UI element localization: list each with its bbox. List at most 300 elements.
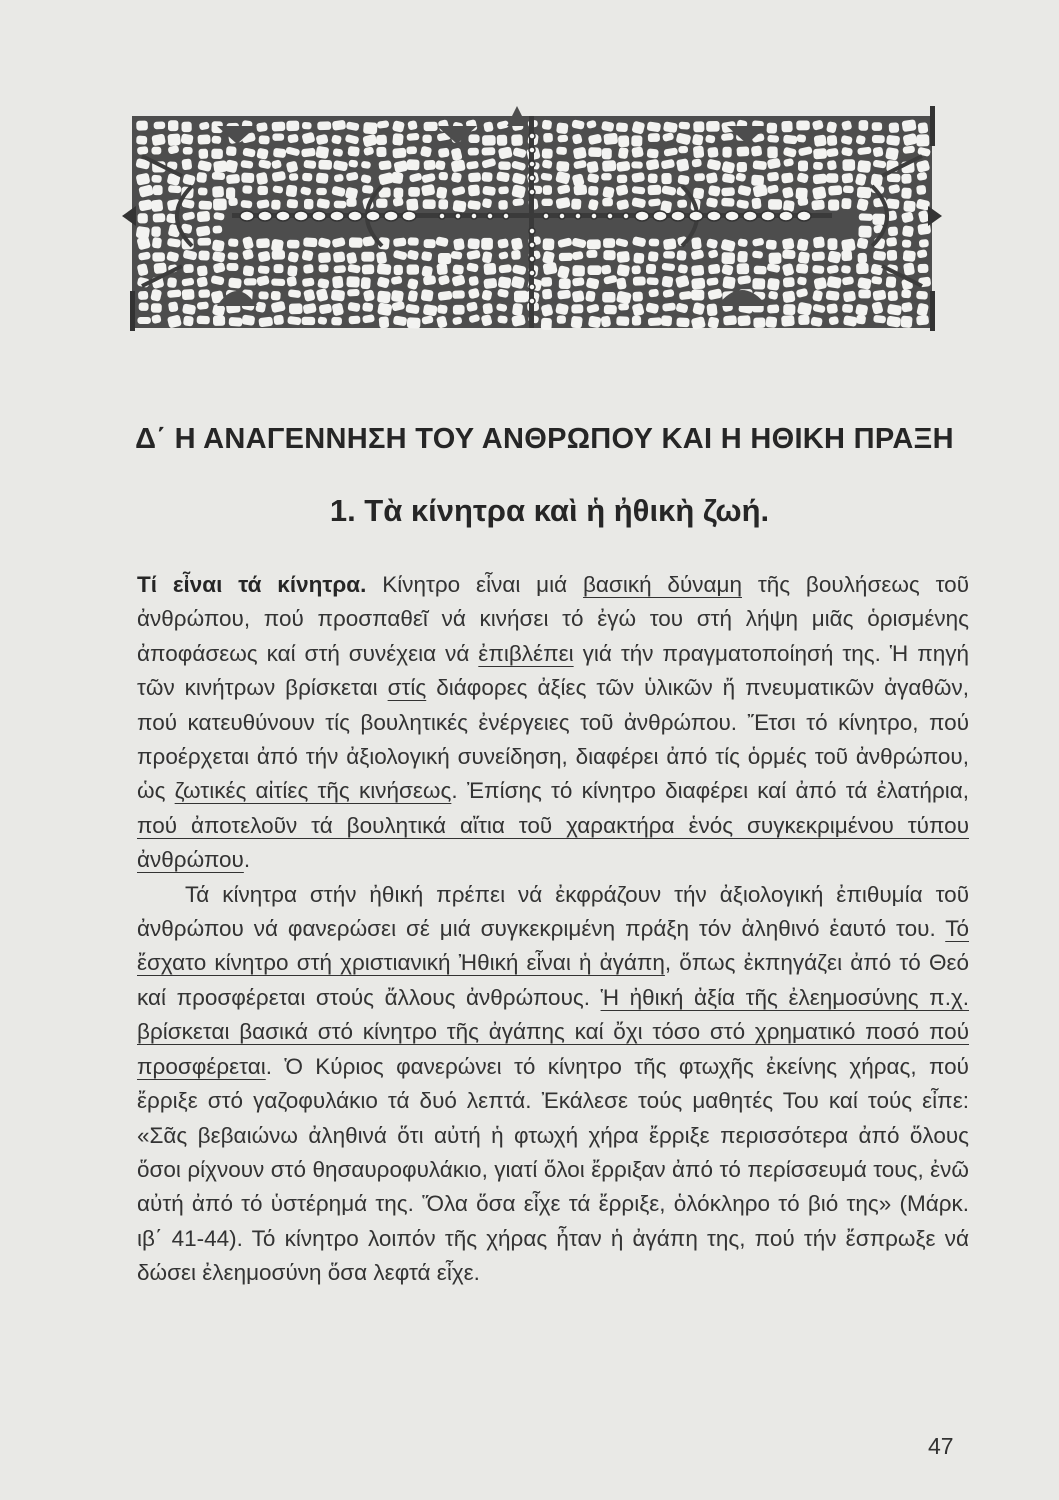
text-run: . Ὁ Κύριος φανερώνει τό κίνητρο τῆς φτωχῆς ἐκείνης χήρας, πού ἔρριξε στό γαζοφυλάκιο τά δυό λεπτά. Ἐκάλεσε τούς μαθητές Του καί τούς εἶπε: «Σᾶς βεβαιώνω ἀληθινά ὅτι αὐτή ἡ φτωχή χήρα ἔρριξε περισσότερα ἀπό ὅλους ὅσοι ρίχνουν στό θησαυροφυλάκιο, γιατί ὅλοι ἔρριξαν ἀπό τό περίσσευμά τους, ἐνῶ αὐτή ἀπό τό ὑστέρημά της. Ὅλα ὅσα εἶχε τά ἔρριξε, ὁλόκληρο τό βιό της» (Μάρκ. ιβ΄ 41-44). Τό κίνητρο λοιπόν τῆς χήρας ἦταν ἡ ἀγάπη της, πού τήν ἔσπρωξε νά δώσει ἐλεημοσύνη ὅσα λεφτά εἶχε.	[137, 1053, 969, 1286]
mosaic-tile	[151, 226, 161, 237]
ornament-bead	[240, 211, 254, 221]
mosaic-tile	[226, 146, 237, 156]
mosaic-tile	[198, 250, 209, 260]
mosaic-tile	[737, 315, 750, 326]
mosaic-tile	[542, 199, 553, 206]
mosaic-tile	[482, 303, 493, 315]
mosaic-tile	[257, 186, 268, 195]
ornament-bead	[529, 270, 535, 276]
mosaic-tile	[407, 317, 421, 328]
mosaic-tile	[332, 276, 344, 289]
mosaic-tile	[618, 303, 629, 311]
mosaic-tile	[616, 316, 629, 326]
mosaic-tile	[272, 121, 286, 131]
mosaic-tile	[842, 304, 853, 313]
mosaic-tile	[198, 187, 208, 195]
paragraph-1	[137, 568, 969, 878]
mosaic-tile	[661, 173, 672, 184]
mosaic-tile	[511, 250, 521, 260]
mosaic-tile	[919, 239, 929, 248]
mosaic-tile	[181, 158, 192, 170]
mosaic-tile	[813, 148, 827, 159]
mosaic-tile	[572, 290, 585, 303]
mosaic-tile	[542, 120, 553, 131]
mosaic-tile	[722, 147, 731, 158]
ornament-bead	[439, 213, 445, 219]
ornament-bead	[529, 147, 535, 153]
mosaic-tile	[272, 250, 286, 260]
mosaic-tile	[813, 162, 823, 171]
mosaic-tile	[767, 146, 778, 158]
mosaic-tile	[347, 146, 359, 157]
mosaic-tile	[151, 175, 162, 183]
mosaic-tile	[870, 173, 883, 186]
mosaic-tile	[783, 277, 795, 288]
mosaic-tile	[183, 147, 193, 155]
mosaic-tile	[259, 135, 270, 144]
mosaic-tile	[723, 315, 737, 326]
mosaic-tile	[543, 133, 553, 143]
mosaic-tile	[377, 302, 392, 316]
ornament-bead	[779, 211, 793, 221]
mosaic-tile	[781, 172, 794, 183]
mosaic-tile	[676, 158, 690, 172]
mosaic-tile	[706, 121, 720, 132]
mosaic-tile	[392, 133, 404, 146]
mosaic-tile	[604, 305, 617, 315]
mosaic-tile	[151, 199, 164, 212]
ornament-bead	[529, 298, 535, 304]
mosaic-tile	[767, 304, 779, 313]
mosaic-tile	[843, 185, 854, 193]
ornament-bead	[471, 213, 477, 219]
mosaic-tile	[212, 239, 225, 252]
mosaic-tile	[841, 173, 853, 184]
mosaic-tile	[557, 290, 571, 300]
mosaic-tile	[814, 134, 827, 146]
mosaic-tile	[571, 198, 581, 209]
mosaic-tile	[766, 239, 777, 249]
mosaic-tile	[693, 121, 704, 132]
mosaic-tile	[573, 184, 587, 195]
mosaic-tile	[676, 250, 686, 261]
mosaic-tile	[289, 303, 303, 314]
ornament-bead	[384, 211, 398, 221]
mosaic-tile	[767, 172, 779, 182]
mosaic-tile	[901, 119, 916, 132]
mosaic-tile	[348, 316, 360, 325]
mosaic-tile	[408, 187, 420, 197]
mosaic-tile	[570, 316, 582, 329]
mosaic-tile	[663, 251, 675, 259]
mosaic-tile	[902, 225, 914, 237]
mosaic-tile	[346, 198, 356, 207]
mosaic-tile	[287, 240, 300, 249]
ornament-bead	[487, 213, 493, 219]
text-run: Κίνητρο εἶναι μιά	[366, 572, 583, 597]
mosaic-tile	[587, 265, 601, 275]
mosaic-tile	[588, 147, 602, 157]
mosaic-tile	[663, 238, 677, 250]
mosaic-tile	[376, 135, 387, 146]
mosaic-tile	[769, 252, 782, 264]
mosaic-tile	[828, 199, 839, 210]
mosaic-tile	[556, 147, 567, 156]
mosaic-tile	[212, 225, 222, 233]
mosaic-tile	[301, 148, 316, 158]
mosaic-tile	[226, 187, 235, 199]
mosaic-tile	[332, 120, 346, 131]
ornament-bead	[689, 211, 703, 221]
mosaic-tile	[859, 213, 873, 221]
mosaic-tile	[421, 289, 434, 302]
mosaic-tile	[483, 263, 496, 275]
mosaic-tile	[813, 173, 828, 184]
ornament-bead	[402, 211, 416, 221]
ornament-bead	[258, 211, 272, 221]
ornament-bead	[543, 213, 549, 219]
mosaic-tile	[662, 302, 676, 311]
mosaic-tile	[497, 315, 508, 324]
mosaic-tile	[361, 277, 371, 289]
mosaic-tile	[842, 159, 855, 171]
mosaic-tile	[498, 186, 509, 194]
mosaic-tile	[737, 162, 747, 172]
mosaic-tile	[858, 253, 868, 264]
mosaic-tile	[586, 161, 599, 174]
mosaic-tile	[393, 188, 403, 199]
mosaic-tile	[391, 290, 404, 303]
ornament-bead	[797, 211, 811, 221]
mosaic-tile	[468, 184, 480, 196]
ornament-bead	[529, 228, 535, 234]
mosaic-tile	[363, 122, 378, 135]
mosaic-tile	[841, 250, 852, 262]
mosaic-tile	[737, 251, 748, 263]
mosaic-tile	[154, 121, 166, 129]
underlined-text: Τό ἔσχατο κίνητρο στή χριστιανική Ἠθική εἶναι ἡ ἀγάπη	[137, 916, 969, 976]
ornament-bead	[529, 242, 535, 248]
mosaic-tile	[767, 278, 780, 291]
mosaic-tile	[857, 187, 872, 199]
mosaic-tile	[244, 278, 257, 285]
text-run: Τά κίνητρα στήν ἠθική πρέπει νά ἐκφράζουν τήν ἀξιολογική ἐπιθυμία τοῦ ἀνθρώπου νά φανερώσει σέ μιά συγκεκριμένη πράξη τόν ἀληθινό ἑαυτό του.	[137, 881, 969, 942]
mosaic-tile	[753, 317, 765, 328]
mosaic-tile	[361, 252, 374, 262]
mosaic-tile	[376, 199, 387, 208]
mosaic-tile	[303, 237, 317, 247]
mosaic-tile	[271, 291, 281, 301]
mosaic-tile	[707, 147, 718, 158]
underlined-text: ζωτικές αἰτίες τῆς κινήσεως	[174, 778, 452, 804]
mosaic-tile	[918, 122, 929, 134]
mosaic-tile	[197, 211, 211, 222]
mosaic-tile	[812, 251, 825, 261]
mosaic-tile	[213, 315, 225, 326]
section-title: 1. Τὰ κίνητρα καὶ ἡ ἠθικὴ ζωή.	[329, 493, 770, 528]
mosaic-tile	[885, 147, 899, 161]
mosaic-tile	[138, 291, 149, 300]
mosaic-tile	[857, 160, 871, 173]
mosaic-tile	[272, 133, 284, 140]
ornament-bead	[503, 213, 509, 219]
mosaic-tile	[318, 160, 332, 170]
mosaic-tile	[765, 316, 777, 328]
ornament-bead	[559, 213, 565, 219]
mosaic-tile	[213, 198, 227, 210]
mosaic-tile	[886, 276, 897, 288]
mosaic-tile	[559, 253, 573, 262]
mosaic-tile	[151, 303, 162, 313]
ornament-bead	[635, 211, 649, 221]
mosaic-tile	[633, 276, 646, 285]
mosaic-tile	[346, 276, 360, 288]
mosaic-tile	[197, 238, 211, 246]
mosaic-tile	[167, 289, 182, 298]
ornament-bead	[529, 175, 535, 181]
mosaic-tile	[754, 266, 767, 275]
mosaic-tile	[362, 264, 375, 274]
mosaic-tile	[721, 198, 734, 207]
mosaic-tile	[782, 238, 795, 251]
mosaic-tile	[603, 238, 615, 248]
mosaic-tile	[557, 135, 568, 143]
mosaic-tile	[167, 277, 177, 288]
mosaic-tile	[631, 135, 642, 146]
mosaic-tile	[318, 252, 331, 263]
page-number: 47	[928, 1433, 954, 1459]
mosaic-tile	[542, 238, 554, 250]
mosaic-tile	[406, 159, 419, 170]
mosaic-tile	[197, 134, 210, 144]
mosaic-tile	[556, 161, 569, 172]
mosaic-tile	[289, 173, 299, 181]
mosaic-tile	[182, 289, 195, 300]
mosaic-tile	[406, 133, 419, 141]
mosaic-tile	[362, 185, 374, 194]
mosaic-tile	[858, 226, 871, 238]
mosaic-tile	[406, 146, 417, 154]
mosaic-tile	[481, 172, 492, 182]
mosaic-tile	[424, 239, 436, 248]
mosaic-tile	[198, 200, 212, 209]
mosaic-tile	[183, 264, 194, 273]
mosaic-tile	[139, 302, 149, 311]
mosaic-tile	[916, 315, 929, 326]
mosaic-tile	[781, 121, 792, 133]
underlined-text: Ἡ ἠθική ἀξία τῆς ἐλεημοσύνης π.χ. βρίσκεται βασικά στό κίνητρο τῆς ἀγάπης καί ὄχι τόσο στό χρηματικό ποσό πού προσφέρεται	[137, 984, 970, 1079]
ornament-bead	[529, 256, 535, 262]
mosaic-tile	[317, 121, 331, 130]
mosaic-tile	[647, 148, 659, 158]
mosaic-tile	[153, 185, 163, 195]
mosaic-tile	[691, 278, 705, 290]
text-run: γιά τήν πραγματοποίησή της. Ἡ πηγή τῶν κινήτρων βρίσκεται	[137, 640, 969, 701]
mosaic-tile	[872, 214, 885, 225]
mosaic-tile	[616, 264, 630, 277]
mosaic-tile	[559, 278, 571, 289]
mosaic-tile	[900, 316, 912, 329]
mosaic-tile	[708, 264, 721, 275]
mosaic-tile	[331, 289, 346, 301]
mosaic-tile	[228, 197, 238, 206]
mosaic-tile	[241, 314, 255, 325]
mosaic-tile	[243, 265, 255, 276]
mosaic-tile	[631, 265, 641, 274]
mosaic-tile	[377, 263, 392, 275]
mosaic-tile	[631, 161, 643, 169]
mosaic-tile	[916, 185, 926, 195]
mosaic-tile	[256, 238, 270, 248]
mosaic-tile	[392, 148, 406, 159]
mosaic-tile	[648, 133, 660, 142]
mosaic-tile	[226, 174, 240, 184]
mosaic-tile	[691, 289, 704, 300]
ornament-bead	[743, 211, 757, 221]
decorative-mosaic-ornament	[122, 96, 942, 346]
chapter-title: Δ΄ Η ΑΝΑΓΕΝΝΗΣΗ ΤΟΥ ΑΝΘΡΩΠΟΥ ΚΑΙ Η ΗΘΙΚΗ ΠΡΑΞΗ	[135, 423, 954, 455]
mosaic-tile	[228, 277, 242, 288]
mosaic-tile	[603, 250, 615, 260]
mosaic-tile	[497, 135, 508, 146]
mosaic-tile	[406, 198, 419, 211]
mosaic-tile	[377, 290, 391, 303]
mosaic-tile	[783, 135, 798, 145]
mosaic-tile	[138, 213, 148, 223]
mosaic-tile	[241, 173, 254, 184]
mosaic-tile	[391, 172, 404, 185]
mosaic-tile	[722, 276, 736, 289]
mosaic-tile	[721, 187, 735, 196]
mosaic-tile	[301, 317, 315, 326]
mosaic-tile	[303, 264, 314, 274]
mosaic-tile	[618, 135, 629, 147]
mosaic-tile	[632, 316, 641, 326]
mosaic-tile	[302, 173, 313, 182]
mosaic-tile	[482, 135, 496, 146]
mosaic-tile	[242, 185, 252, 194]
mosaic-tile	[752, 160, 767, 170]
mosaic-tile	[198, 289, 210, 298]
mosaic-tile	[572, 265, 585, 276]
mosaic-tile	[258, 317, 273, 328]
mosaic-tile	[543, 185, 552, 195]
ornament-bead	[529, 189, 535, 195]
ornament-bead	[707, 211, 721, 221]
mosaic-tile	[198, 149, 208, 159]
mosaic-tile	[751, 145, 763, 157]
ornament-bead	[455, 213, 461, 219]
mosaic-tile	[167, 133, 180, 146]
mosaic-tile	[183, 316, 194, 327]
mosaic-tile	[649, 239, 660, 247]
mosaic-tile	[287, 199, 299, 209]
mosaic-tile	[407, 264, 420, 274]
mosaic-tile	[258, 265, 270, 274]
mosaic-tile	[556, 122, 568, 134]
mosaic-tile	[287, 265, 298, 277]
underlined-text: πού ἀποτελοῦν τά βουλητικά αἴτια τοῦ χαρακτήρα ἑνός συγκεκριμένου τύπου ἀνθρώπου	[137, 812, 969, 873]
mosaic-tile	[602, 292, 615, 303]
mosaic-tile	[541, 318, 552, 330]
mosaic-tile	[423, 160, 435, 171]
mosaic-tile	[678, 146, 688, 153]
mosaic-tile	[319, 264, 329, 272]
mosaic-tile	[616, 161, 630, 172]
mosaic-tile	[438, 199, 448, 209]
mosaic-tile	[676, 317, 689, 327]
mosaic-tile	[813, 236, 825, 248]
mosaic-tile	[286, 121, 299, 132]
mosaic-tile	[333, 251, 346, 263]
mosaic-tile	[408, 237, 419, 246]
mosaic-tile	[315, 146, 329, 159]
text-run: . Ἐπίσης τό κίνητρο διαφέρει καί ἀπό τά ἐλατήρια,	[451, 778, 969, 804]
run-in-heading: Τί εἶναι τά κίνητρα.	[137, 572, 367, 597]
mosaic-tile	[916, 134, 929, 146]
mosaic-tile	[136, 135, 147, 144]
mosaic-tile	[393, 237, 407, 247]
mosaic-tile	[303, 160, 316, 169]
mosaic-tile	[274, 264, 284, 273]
text-run: τῆς βουλήσεως τοῦ ἀνθρώπου, πού προσπαθεῖ νά κινήσει τό ἐγώ του στή λήψη μιᾶς ὁρισμένης ἀποφάσεως καί στή συνέχεια νά	[137, 572, 970, 666]
underlined-text: βασική δύναμη	[582, 572, 742, 597]
mosaic-tile	[633, 253, 644, 264]
mosaic-tile	[196, 172, 207, 183]
mosaic-tile	[271, 278, 285, 286]
ornament-bead	[529, 284, 535, 290]
ornament-bead	[761, 211, 775, 221]
mosaic-tile	[212, 172, 226, 180]
mosaic-tile	[452, 290, 465, 299]
mosaic-tile	[602, 148, 612, 159]
ornament-bead	[312, 211, 326, 221]
mosaic-tile	[782, 250, 795, 259]
mosaic-tile	[841, 238, 856, 252]
mosaic-tile	[422, 135, 431, 143]
mosaic-tile	[633, 292, 643, 302]
mosaic-tile	[212, 186, 224, 198]
mosaic-tile	[617, 174, 628, 183]
mosaic-tile	[181, 122, 191, 132]
mosaic-tile	[152, 252, 165, 261]
mosaic-tile	[648, 317, 662, 326]
ornament-bead	[623, 213, 629, 219]
mosaic-tile	[424, 122, 438, 132]
mosaic-tile	[436, 186, 448, 199]
text-run: διάφορες ἀξίες τῶν ὑλικῶν ἤ πνευματικῶν ἀγαθῶν, πού κατευθύνουν τίς βουλητικές ἐνέργειες τοῦ ἀνθρώπου. Ἔτσι τό κίνητρο, πού προέρχεται ἀπό τήν ἀξιολογική συνείδηση, διαφέρει ἀπό τίς ὁρμές τοῦ ἀνθρώπου, ὡς	[137, 675, 969, 804]
mosaic-tile	[826, 303, 838, 314]
mosaic-tile	[798, 315, 810, 325]
mosaic-tile	[258, 291, 269, 300]
ornament-bead	[607, 213, 613, 219]
mosaic-tile	[693, 187, 705, 199]
mosaic-tile	[168, 301, 179, 312]
mosaic-tile	[468, 172, 481, 182]
mosaic-tile	[694, 173, 705, 181]
mosaic-tile	[438, 253, 451, 264]
mosaic-tile	[783, 304, 795, 315]
mosaic-tile	[856, 263, 869, 274]
mosaic-tile	[843, 291, 856, 303]
mosaic-tile	[648, 251, 659, 262]
mosaic-tile	[136, 121, 148, 131]
mosaic-tile	[902, 240, 912, 248]
mosaic-tile	[468, 148, 479, 156]
mosaic-tile	[228, 238, 239, 247]
mosaic-tile	[498, 161, 511, 170]
mosaic-tile	[602, 160, 616, 172]
